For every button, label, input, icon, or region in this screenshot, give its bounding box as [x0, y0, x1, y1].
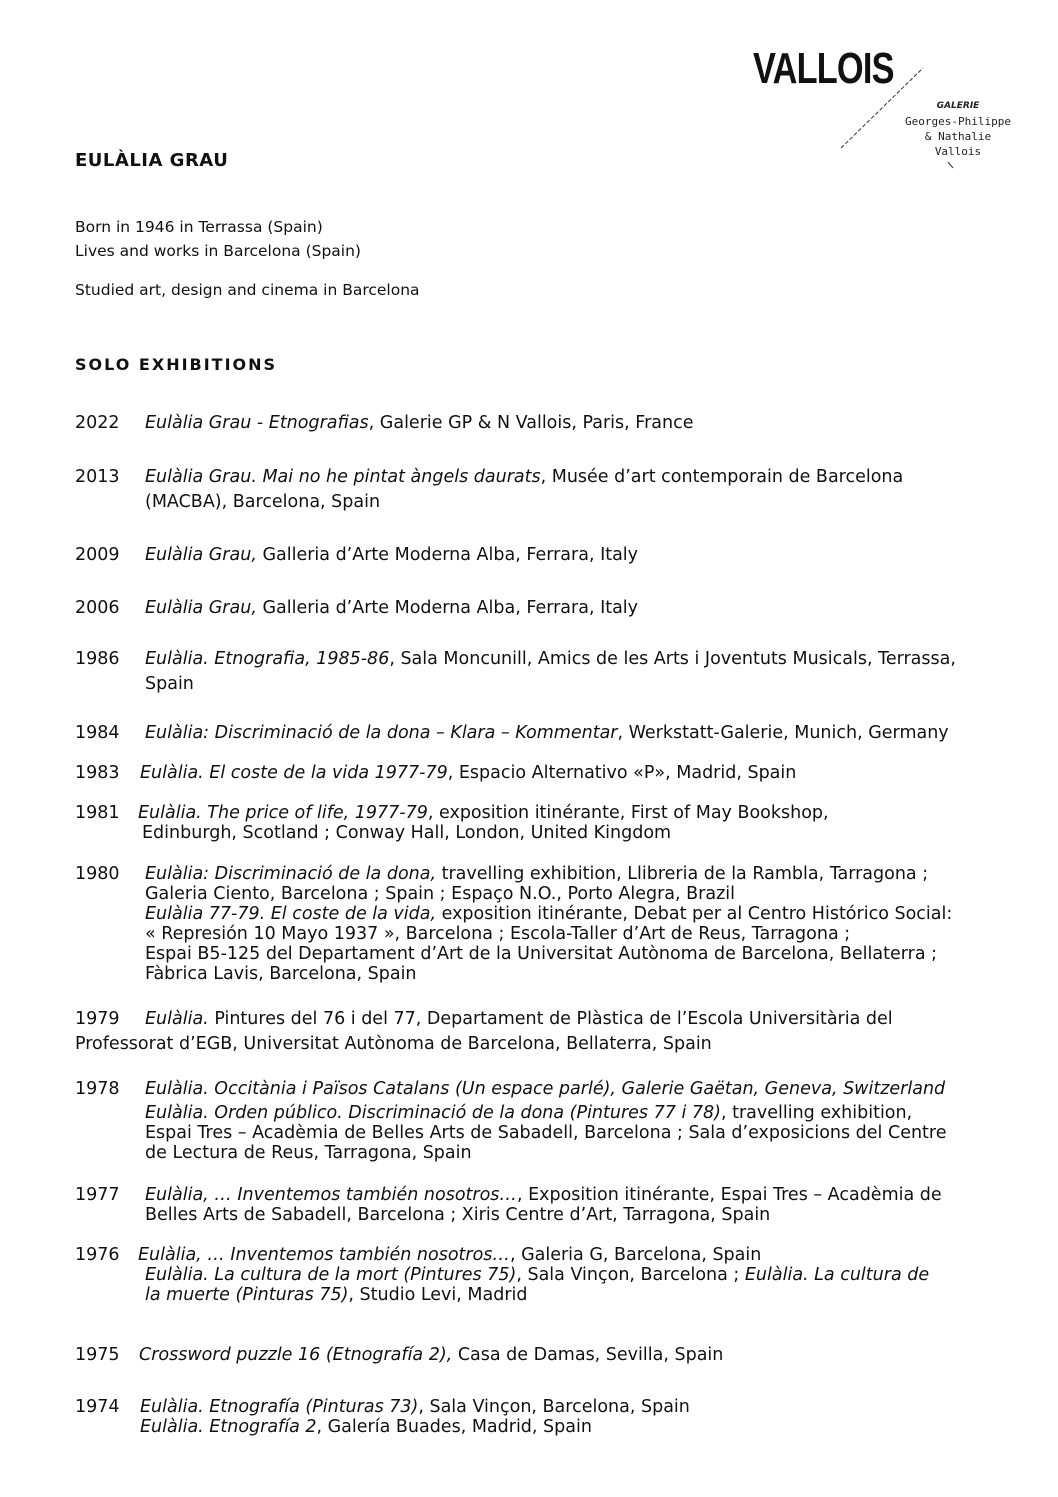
entry-venue: , Espacio Alternativo «P», Madrid, Spain: [447, 763, 797, 783]
entry-venue-continued: Edinburgh, Scotland ; Conway Hall, London, United Kingdom: [142, 823, 672, 843]
entry-title-3: Eulàlia. La cultura de: [744, 1265, 930, 1285]
entry-title: Eulàlia. El coste de la vida 1977-79: [140, 763, 448, 783]
entry-year: 1976: [75, 1245, 120, 1265]
logo-galerie-label: GALERIE: [936, 101, 980, 111]
gallery-logo: [753, 44, 1033, 184]
entry-venue-continued: Belles Arts de Sabadell, Barcelona ; Xiris Centre d’Art, Tarragona, Spain: [145, 1205, 771, 1225]
entry-year: 1977: [75, 1185, 120, 1205]
entry-title: Eulàlia. Etnografía (Pinturas 73): [140, 1397, 419, 1417]
entry-year: 1980: [75, 864, 120, 884]
entry-venue: , Exposition itinérante, Espai Tres – Acadèmia de: [516, 1185, 942, 1205]
entry-venue: Galleria d’Arte Moderna Alba, Ferrara, Italy: [256, 545, 639, 565]
entry-title-2: Eulàlia. Etnografía 2: [140, 1417, 317, 1437]
entry-venue-2: , Sala Vinçon, Barcelona ;: [516, 1265, 745, 1285]
entry-year: 1978: [75, 1079, 120, 1099]
bio-studied: Studied art, design and cinema in Barcelona: [75, 281, 420, 299]
entry-venue: , Musée d’art contemporain de Barcelona: [540, 467, 904, 487]
entry-venue-continued: Professorat d’EGB, Universitat Autònoma de Barcelona, Bellaterra, Spain: [75, 1034, 712, 1054]
entry-year: 1981: [75, 803, 120, 823]
entry-venue: Pintures del 76 i del 77, Departament de Plàstica de l’Escola Universitària del: [208, 1009, 893, 1029]
entry-title-2: Eulàlia 77-79. El coste de la vida,: [145, 904, 437, 924]
entry-venue: , Werkstatt-Galerie, Munich, Germany: [617, 723, 949, 743]
entry-venue-2: , Galería Buades, Madrid, Spain: [316, 1417, 592, 1437]
logo-line-3: Vallois: [934, 145, 982, 158]
entry-title-2: Eulàlia. La cultura de la mort (Pintures 75): [145, 1265, 517, 1285]
entry-venue: , Galeria G, Barcelona, Spain: [509, 1245, 762, 1265]
entry-venue-continued: Espai Tres – Acadèmia de Belles Arts de Sabadell, Barcelona ; Sala d’exposicions del Centre: [145, 1123, 947, 1143]
artist-name: EULÀLIA GRAU: [75, 150, 229, 171]
entry-year: 1979: [75, 1009, 120, 1029]
entry-venue: travelling exhibition, Llibreria de la Rambla, Tarragona ;: [436, 864, 929, 884]
entry-year: 2013: [75, 467, 120, 487]
entry-year: 1984: [75, 723, 120, 743]
entry-title-3-continued: la muerte (Pinturas 75): [145, 1285, 349, 1305]
entry-venue: Galleria d’Arte Moderna Alba, Ferrara, Italy: [256, 598, 639, 618]
entry-venue-continued: « Represión 10 Mayo 1937 », Barcelona ; Escola-Taller d’Art de Reus, Tarragona ;: [145, 924, 851, 944]
section-title: SOLO EXHIBITIONS: [75, 355, 278, 374]
entry-year: 1983: [75, 763, 120, 783]
entry-venue: , Sala Vinçon, Barcelona, Spain: [418, 1397, 690, 1417]
logo-gallery-names: [893, 99, 1023, 159]
entry-year: 2022: [75, 413, 120, 433]
entry-venue-continued: Spain: [145, 674, 194, 694]
entry-venue: , exposition itinérante, First of May Bookshop,: [427, 803, 829, 823]
bio-lives: Lives and works in Barcelona (Spain): [75, 242, 361, 260]
entry-venue-continued: Fàbrica Lavis, Barcelona, Spain: [145, 964, 417, 984]
entry-year: 1974: [75, 1397, 120, 1417]
entry-title: Eulàlia: Discriminació de la dona – Klara – Kommentar: [145, 723, 618, 743]
entry-title: Eulàlia: Discriminació de la dona,: [145, 864, 437, 884]
entry-venue: , Galerie GP & N Vallois, Paris, France: [368, 413, 694, 433]
entry-year: 1975: [75, 1345, 120, 1365]
entry-title: Eulàlia Grau,: [145, 598, 257, 618]
entry-title: Eulàlia. The price of life, 1977-79: [138, 803, 428, 823]
entry-title: Eulàlia. Occitània i Països Catalans (Un espace parlé), Galerie Gaëtan, Geneva, Switzerland: [145, 1079, 946, 1099]
entry-title: Eulàlia Grau,: [145, 545, 257, 565]
entry-venue: , Sala Moncunill, Amics de les Arts i Joventuts Musicals, Terrassa,: [389, 649, 956, 669]
entry-title: Eulàlia Grau. Mai no he pintat àngels daurats: [145, 467, 541, 487]
entry-venue-continued: de Lectura de Reus, Tarragona, Spain: [145, 1143, 472, 1163]
entry-venue: Casa de Damas, Sevilla, Spain: [452, 1345, 724, 1365]
entry-year: 2009: [75, 545, 120, 565]
entry-title: Eulàlia, … Inventemos también nosotros…: [138, 1245, 510, 1265]
entry-venue-continued: Galeria Ciento, Barcelona ; Spain ; Espaço N.O., Porto Alegra, Brazil: [145, 884, 735, 904]
entry-title: Eulàlia Grau - Etnografias: [145, 413, 369, 433]
entry-title: Eulàlia.: [145, 1009, 209, 1029]
entry-year: 1986: [75, 649, 120, 669]
entry-title: Eulàlia, … Inventemos también nosotros…: [145, 1185, 517, 1205]
logo-line-1: Georges-Philippe: [905, 115, 1011, 128]
entry-title: Crossword puzzle 16 (Etnografía 2),: [139, 1345, 453, 1365]
entry-title: Eulàlia. Etnografia, 1985-86: [145, 649, 390, 669]
entry-venue-continued: (MACBA), Barcelona, Spain: [145, 492, 381, 512]
bio-born: Born in 1946 in Terrassa (Spain): [75, 218, 323, 236]
logo-line-2: & Nathalie: [924, 130, 992, 143]
entry-venue-continued: Espai B5-125 del Departament d’Art de la Universitat Autònoma de Barcelona, Bellaterra ;: [145, 944, 938, 964]
entry-title-2: Eulàlia. Orden público. Discriminació de la dona (Pintures 77 i 78): [145, 1103, 721, 1123]
entry-year: 2006: [75, 598, 120, 618]
entry-venue-2: , travelling exhibition,: [720, 1103, 913, 1123]
entry-venue-3: , Studio Levi, Madrid: [348, 1285, 528, 1305]
logo-wordmark: VALLOIS: [753, 44, 894, 93]
entry-venue-2: exposition itinérante, Debat per al Centro Histórico Social:: [436, 904, 953, 924]
